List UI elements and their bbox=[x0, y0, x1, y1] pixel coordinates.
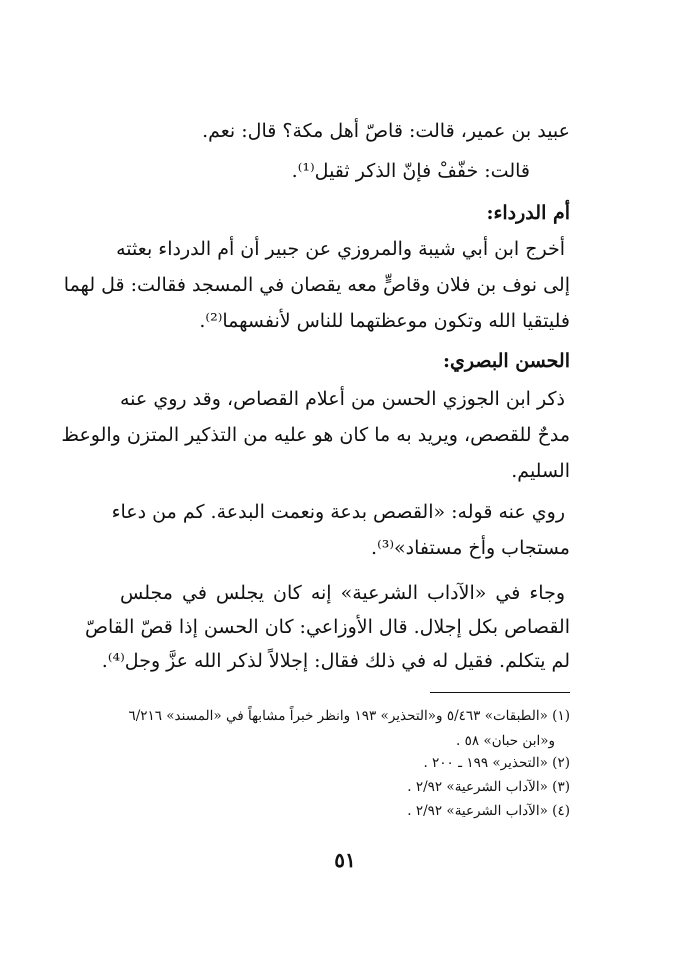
text-line-10: السليم. bbox=[511, 460, 570, 482]
page-number: ٥١ bbox=[334, 848, 356, 872]
text-line-12: مستجاب وأخ مستفاد»⁽³⁾. bbox=[371, 537, 570, 559]
text-line-8: ذكر ابن الجوزي الحسن من أعلام القصاص، وقد روي عنه bbox=[120, 388, 565, 410]
text-line-6: فليتقيا الله وتكون موعظتهما للناس لأنفسهما⁽²⁾. bbox=[199, 310, 570, 332]
footnote-4: (٤) «الآداب الشرعية» ٢/٩٢ . bbox=[407, 803, 570, 819]
section-heading-al-hasan-al-basri: الحسن البصري: bbox=[442, 350, 570, 372]
text-line-14: القصاص بكل إجلال. قال الأوزاعي: كان الحسن إذا قصّ القاصّ bbox=[85, 616, 570, 638]
text-line-9: مدحٌ للقصص، ويريد به ما كان هو عليه من التذكير المتزن والوعظ bbox=[61, 424, 570, 446]
text-line-13: وجاء في «الآداب الشرعية» إنه كان يجلس في مجلس bbox=[120, 582, 565, 604]
text-line-1: عبيد بن عمير، قالت: قاصّ أهل مكة؟ قال: نعم. bbox=[202, 120, 570, 142]
text-line-5: إلى نوف بن فلان وقاصٍّ معه يقصان في المسجد فقالت: قل لهما bbox=[63, 274, 570, 296]
text-line-11: روي عنه قوله: «القصص بدعة ونعمت البدعة. كم من دعاء bbox=[111, 501, 565, 523]
footnote-1: (١) «الطبقات» ٥/٤٦٣ و«التحذير» ١٩٣ وانظر خبراً مشابهاً في «المسند» ٦/٢١٦ bbox=[128, 708, 570, 724]
footnote-1-continued: و«ابن حبان» ٥٨ . bbox=[456, 733, 555, 749]
text-line-15: لم يتكلم. فقيل له في ذلك فقال: إجلالاً لذكر الله عزَّ وجل⁽⁴⁾. bbox=[101, 650, 570, 672]
footnote-divider bbox=[430, 692, 570, 693]
section-heading-umm-al-darda: أم الدرداء: bbox=[486, 202, 570, 224]
text-line-2: قالت: خفّفْ فإنّ الذكر ثقيل⁽¹⁾. bbox=[291, 160, 530, 182]
footnote-2: (٢) «التحذير» ١٩٩ ـ ٢٠٠ . bbox=[423, 755, 570, 771]
footnote-3: (٣) «الآداب الشرعية» ٢/٩٢ . bbox=[407, 779, 570, 795]
text-line-4: أخرج ابن أبي شيبة والمروزي عن جبير أن أم الدرداء بعثته bbox=[116, 238, 565, 260]
